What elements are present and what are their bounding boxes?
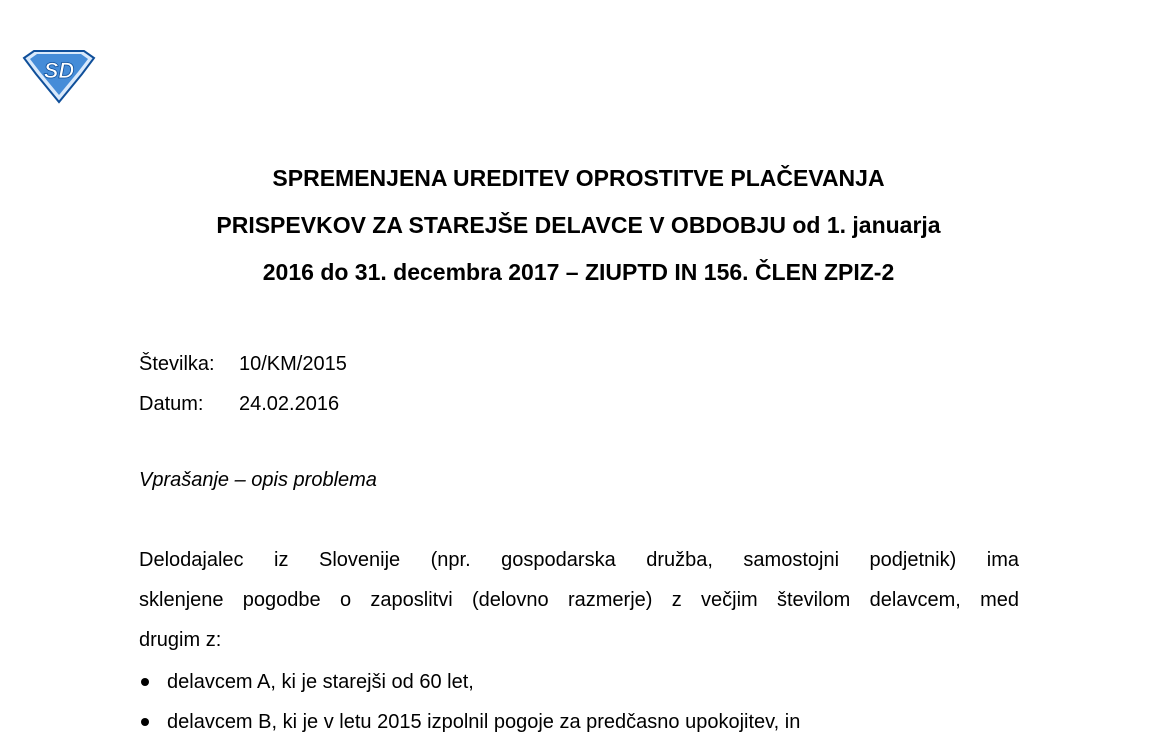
title-line: SPREMENJENA UREDITEV OPROSTITVE PLAČEVANJA — [272, 165, 885, 191]
shield-logo-icon — [22, 48, 96, 104]
paragraph-line: sklenjene pogodbe o zaposlitvi (delovno razmerje) z večjim številom delavcem, med — [139, 589, 1019, 611]
number-value: 10/KM/2015 — [239, 353, 347, 375]
body-paragraph — [139, 540, 1019, 660]
number-row — [139, 344, 347, 384]
list-item — [139, 662, 800, 702]
number-label: Številka: — [139, 353, 215, 375]
company-logo — [22, 48, 96, 104]
list-item-text: delavcem A, ki je starejši od 60 let, — [167, 671, 474, 693]
bullet-list — [139, 662, 800, 742]
paragraph-line: drugim z: — [139, 629, 222, 651]
title-line: PRISPEVKOV ZA STAREJŠE DELAVCE V OBDOBJU od 1. januarja — [216, 212, 941, 238]
list-item-text: delavcem B, ki je v letu 2015 izpolnil pogoje za predčasno upokojitev, in — [167, 711, 801, 733]
date-label: Datum: — [139, 393, 204, 415]
paragraph-line: Delodajalec iz Slovenije (npr. gospodarska družba, samostojni podjetnik) ima — [139, 549, 1019, 571]
list-item — [139, 702, 800, 742]
bullet-icon — [141, 718, 149, 726]
title-line: 2016 do 31. decembra 2017 – ZIUPTD IN 156. ČLEN ZPIZ-2 — [262, 259, 895, 285]
logo-lettering: SD — [43, 58, 75, 83]
section-heading: Vprašanje – opis problema — [139, 469, 377, 491]
document-meta — [139, 344, 347, 424]
date-value: 24.02.2016 — [239, 393, 340, 415]
date-row — [139, 384, 347, 424]
bullet-icon — [141, 678, 149, 686]
document-title — [100, 155, 1057, 296]
